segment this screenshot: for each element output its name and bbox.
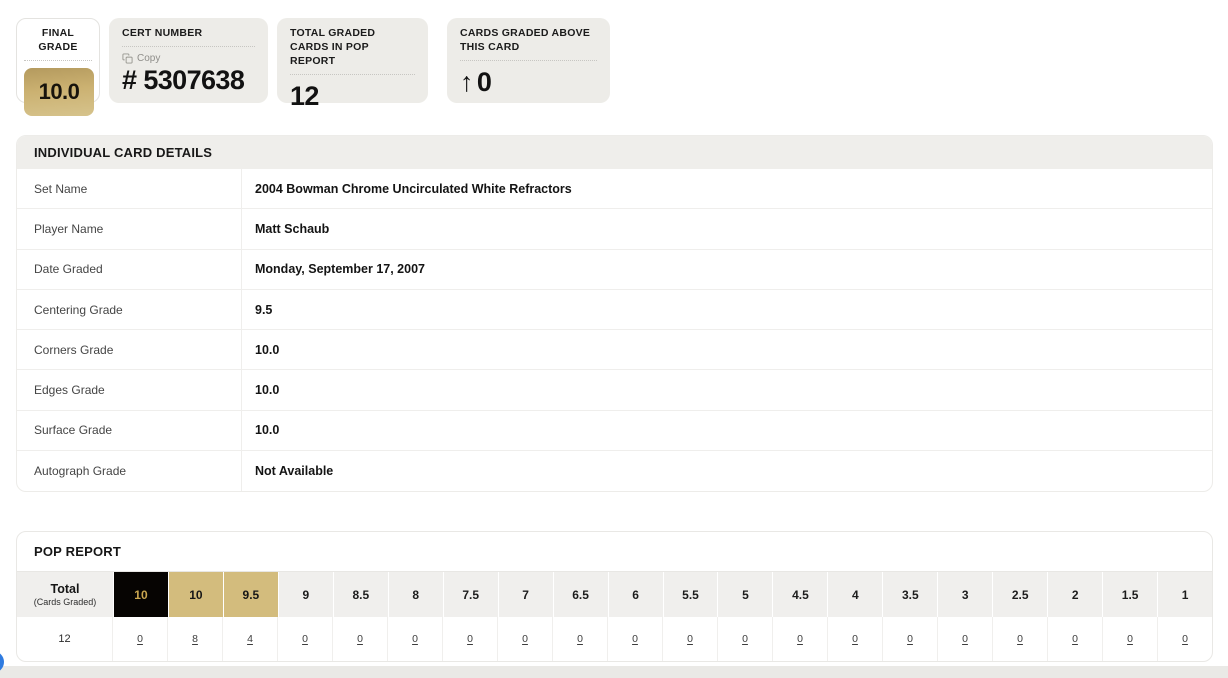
pop-count-cell [663, 617, 718, 661]
pop-grade-header: 1 [1157, 572, 1212, 617]
pop-count-link[interactable]: 0 [522, 633, 528, 645]
pop-total-header-cell [17, 572, 113, 617]
copy-label: Copy [137, 52, 161, 64]
cert-number-card [109, 18, 268, 103]
detail-label: Surface Grade [17, 411, 242, 450]
detail-row [17, 250, 1212, 290]
pop-total-sublabel: (Cards Graded) [33, 597, 97, 607]
divider [24, 60, 92, 61]
detail-row [17, 370, 1212, 410]
pop-data-row [17, 617, 1212, 661]
cards-above-label-line2: THIS CARD [460, 40, 520, 53]
final-grade-label: FINAL GRADE [38, 27, 78, 53]
pop-count-link[interactable]: 0 [302, 633, 308, 645]
pop-grade-header: 5 [717, 572, 772, 617]
pop-grade-header: 3 [937, 572, 992, 617]
detail-value: 10.0 [255, 423, 280, 438]
detail-row [17, 169, 1212, 209]
pop-count-link[interactable]: 0 [577, 633, 583, 645]
pop-count-cell [1048, 617, 1103, 661]
detail-value: Monday, September 17, 2007 [255, 262, 425, 277]
detail-label: Set Name [17, 169, 242, 208]
detail-value: 2004 Bowman Chrome Uncirculated White Refractors [255, 181, 572, 196]
pop-count-link[interactable]: 0 [962, 633, 968, 645]
pop-count-link[interactable]: 0 [907, 633, 913, 645]
total-graded-label-line2: CARDS IN POP REPORT [290, 40, 369, 67]
pop-grade-header: 8.5 [333, 572, 388, 617]
up-arrow-icon: ↑ [460, 66, 473, 97]
pop-grade-header: 6.5 [553, 572, 608, 617]
pop-count-link[interactable]: 0 [412, 633, 418, 645]
final-grade-value: 10.0 [38, 78, 80, 104]
pop-count-cell [388, 617, 443, 661]
pop-count-cell [498, 617, 553, 661]
pop-count-link[interactable]: 0 [1182, 633, 1188, 645]
detail-value: 10.0 [255, 383, 280, 398]
pop-count-link[interactable]: 0 [1072, 633, 1078, 645]
hash-symbol: # [122, 64, 137, 95]
pop-count-cell [993, 617, 1048, 661]
total-graded-label-line1: TOTAL GRADED [290, 27, 376, 39]
pop-count-cell [773, 617, 828, 661]
pop-grade-header: 10 [113, 572, 168, 617]
pop-count-cell [553, 617, 608, 661]
pop-grade-header: 10 [168, 572, 223, 617]
total-graded-label [290, 27, 415, 69]
pop-count-link[interactable]: 0 [137, 633, 143, 645]
detail-label: Player Name [17, 209, 242, 248]
pop-grade-header: 6 [608, 572, 663, 617]
pop-count-link[interactable]: 0 [467, 633, 473, 645]
detail-label: Autograph Grade [17, 451, 242, 491]
total-graded-value: 12 [290, 80, 319, 111]
cards-above-card [447, 18, 610, 103]
detail-value: Not Available [255, 464, 334, 479]
final-grade-card [16, 18, 100, 103]
pop-grade-header: 3.5 [882, 572, 937, 617]
detail-row [17, 411, 1212, 451]
pop-total-label: Total [50, 582, 80, 596]
cert-number-digits: 5307638 [143, 64, 245, 95]
details-rows [17, 169, 1212, 491]
stats-row [16, 18, 610, 111]
pop-grade-header: 1.5 [1102, 572, 1157, 617]
pop-count-link[interactable]: 0 [632, 633, 638, 645]
pop-count-link[interactable]: 4 [247, 633, 253, 645]
pop-total-value: 12 [17, 617, 113, 661]
pop-grade-header: 4 [827, 572, 882, 617]
details-title: INDIVIDUAL CARD DETAILS [17, 136, 1212, 169]
detail-row [17, 330, 1212, 370]
total-graded-card [277, 18, 428, 111]
pop-count-cell [1158, 617, 1212, 661]
pop-count-cell [883, 617, 938, 661]
pop-count-cell [278, 617, 333, 661]
pop-grade-header: 8 [388, 572, 443, 617]
pop-count-link[interactable]: 0 [852, 633, 858, 645]
pop-count-link[interactable]: 0 [687, 633, 693, 645]
pop-grade-header: 4.5 [772, 572, 827, 617]
cards-above-count: 0 [476, 66, 492, 97]
pop-count-cell [718, 617, 773, 661]
detail-value: Matt Schaub [255, 221, 330, 236]
pop-count-cell [1103, 617, 1158, 661]
pop-header-row [17, 572, 1212, 617]
pop-count-link[interactable]: 0 [797, 633, 803, 645]
individual-card-details [16, 135, 1213, 492]
divider [460, 60, 597, 61]
copy-button[interactable] [122, 53, 255, 64]
pop-grade-header: 2.5 [992, 572, 1047, 617]
cards-above-label [460, 27, 597, 55]
cert-number-value [122, 65, 255, 96]
pop-report [16, 531, 1213, 662]
pop-count-cell [113, 617, 168, 661]
divider [290, 74, 415, 75]
pop-grade-header: 2 [1047, 572, 1102, 617]
copy-icon [122, 53, 133, 64]
pop-report-title: POP REPORT [17, 532, 1212, 572]
cards-above-value [460, 67, 597, 98]
pop-count-cell [443, 617, 498, 661]
pop-grade-header: 9 [278, 572, 333, 617]
pop-count-link[interactable]: 0 [742, 633, 748, 645]
pop-count-link[interactable]: 8 [192, 633, 198, 645]
pop-count-link[interactable]: 0 [1127, 633, 1133, 645]
divider [122, 46, 255, 47]
detail-value: 9.5 [255, 302, 273, 317]
pop-grade-header: 7 [498, 572, 553, 617]
pop-count-link[interactable]: 0 [357, 633, 363, 645]
detail-label: Edges Grade [17, 370, 242, 409]
pop-count-cell [938, 617, 993, 661]
detail-value: 10.0 [255, 342, 280, 357]
detail-row [17, 209, 1212, 249]
pop-count-link[interactable]: 0 [1017, 633, 1023, 645]
bottom-strip [0, 666, 1228, 678]
detail-row [17, 451, 1212, 491]
detail-label: Centering Grade [17, 290, 242, 329]
pop-count-cell [168, 617, 223, 661]
cards-above-label-line1: CARDS GRADED ABOVE [460, 27, 591, 39]
pop-count-cell [223, 617, 278, 661]
pop-grade-header: 5.5 [663, 572, 718, 617]
pop-grade-header: 9.5 [223, 572, 278, 617]
cert-number-label: CERT NUMBER [122, 27, 203, 39]
detail-row [17, 290, 1212, 330]
detail-label: Corners Grade [17, 330, 242, 369]
pop-count-cell [333, 617, 388, 661]
pop-grade-header: 7.5 [443, 572, 498, 617]
pop-count-cell [828, 617, 883, 661]
final-grade-badge [24, 68, 94, 116]
pop-count-cell [608, 617, 663, 661]
detail-label: Date Graded [17, 250, 242, 289]
